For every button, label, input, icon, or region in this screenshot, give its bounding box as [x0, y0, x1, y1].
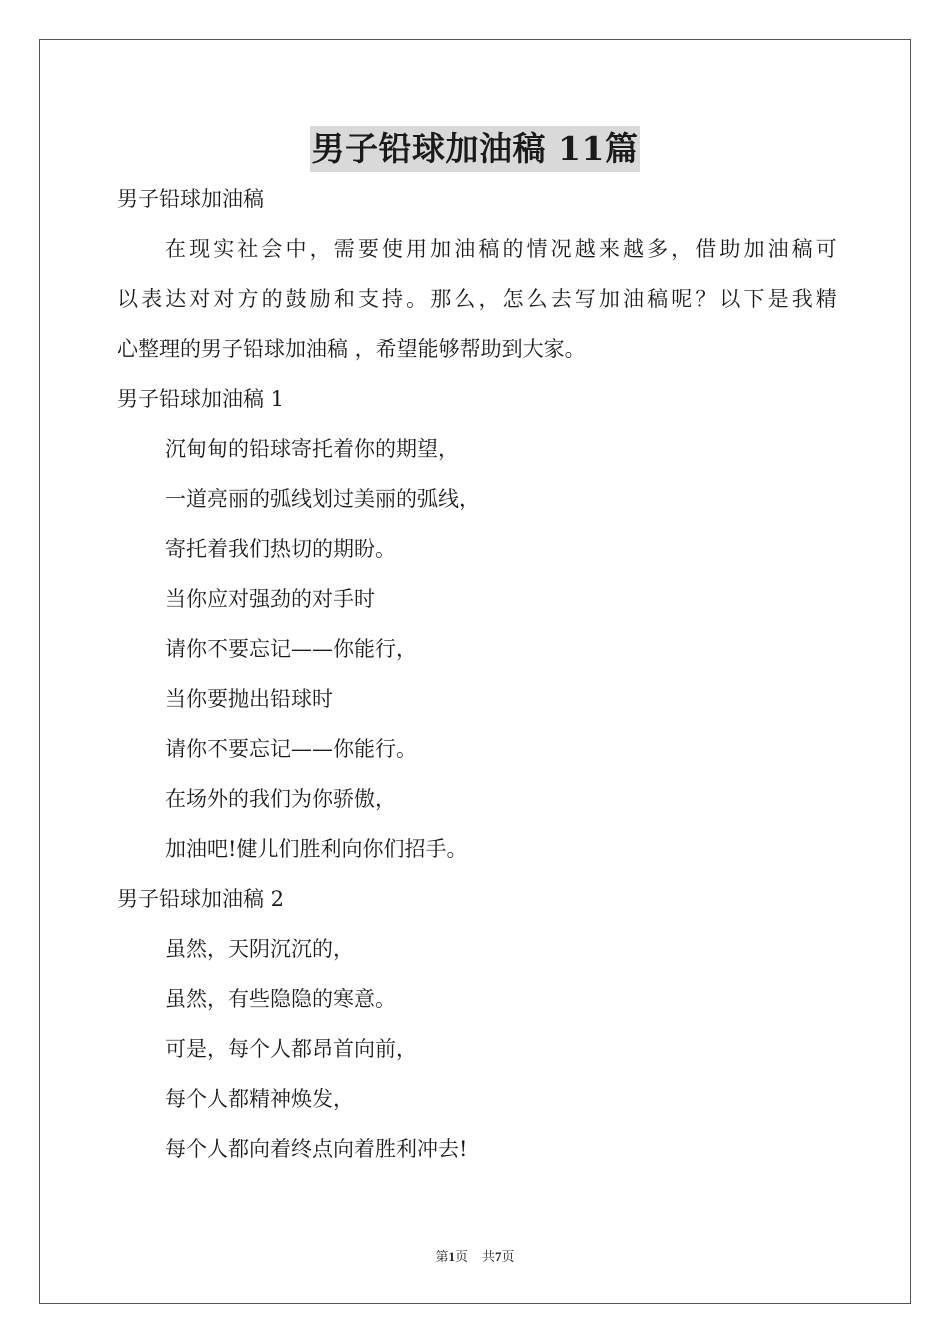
intro-line-1: 在现实社会中，需要使用加油稿的情况越来越多，借助加油稿可 — [165, 237, 837, 261]
page-total: 7 — [495, 1249, 502, 1264]
page-footer — [0, 1247, 950, 1267]
poem-line: 一道亮丽的弧线划过美丽的弧线， — [165, 487, 480, 511]
title-container — [0, 126, 950, 172]
total-suffix: 页 — [501, 1249, 515, 1264]
poem-line: 寄托着我们热切的期盼。 — [165, 537, 396, 561]
poem-line: 在场外的我们为你骄傲， — [165, 787, 396, 811]
poem-line: 虽然，有些隐隐的寒意。 — [165, 987, 396, 1011]
page-current: 1 — [448, 1249, 455, 1264]
document-title: 男子铅球加油稿 11篇 — [310, 126, 641, 172]
section-heading-1: 男子铅球加油稿 1 — [117, 387, 285, 411]
intro-line-3: 心整理的男子铅球加油稿 ，希望能够帮助到大家。 — [117, 337, 586, 361]
section-heading-2: 男子铅球加油稿 2 — [117, 887, 285, 911]
intro-line-2: 以表达对对方的鼓励和支持。那么，怎么去写加油稿呢？以下是我精 — [117, 287, 837, 311]
poem-line: 当你应对强劲的对手时 — [165, 587, 375, 611]
page-suffix: 页 — [454, 1249, 468, 1264]
poem-line: 每个人都向着终点向着胜利冲去! — [165, 1137, 468, 1161]
poem-line: 当你要抛出铅球时 — [165, 687, 333, 711]
poem-line: 虽然，天阴沉沉的， — [165, 937, 354, 961]
poem-line: 每个人都精神焕发， — [165, 1087, 354, 1111]
poem-line: 沉甸甸的铅球寄托着你的期望， — [165, 437, 459, 461]
poem-line: 请你不要忘记——你能行。 — [165, 737, 417, 761]
document-subtitle: 男子铅球加油稿 — [117, 187, 264, 211]
document-body — [117, 174, 837, 1174]
poem-line: 加油吧!健儿们胜利向你们招手。 — [165, 837, 468, 861]
poem-line: 请你不要忘记——你能行， — [165, 637, 417, 661]
poem-line: 可是，每个人都昂首向前， — [165, 1037, 417, 1061]
total-prefix: 共 — [482, 1249, 496, 1264]
page-prefix: 第 — [435, 1249, 449, 1264]
